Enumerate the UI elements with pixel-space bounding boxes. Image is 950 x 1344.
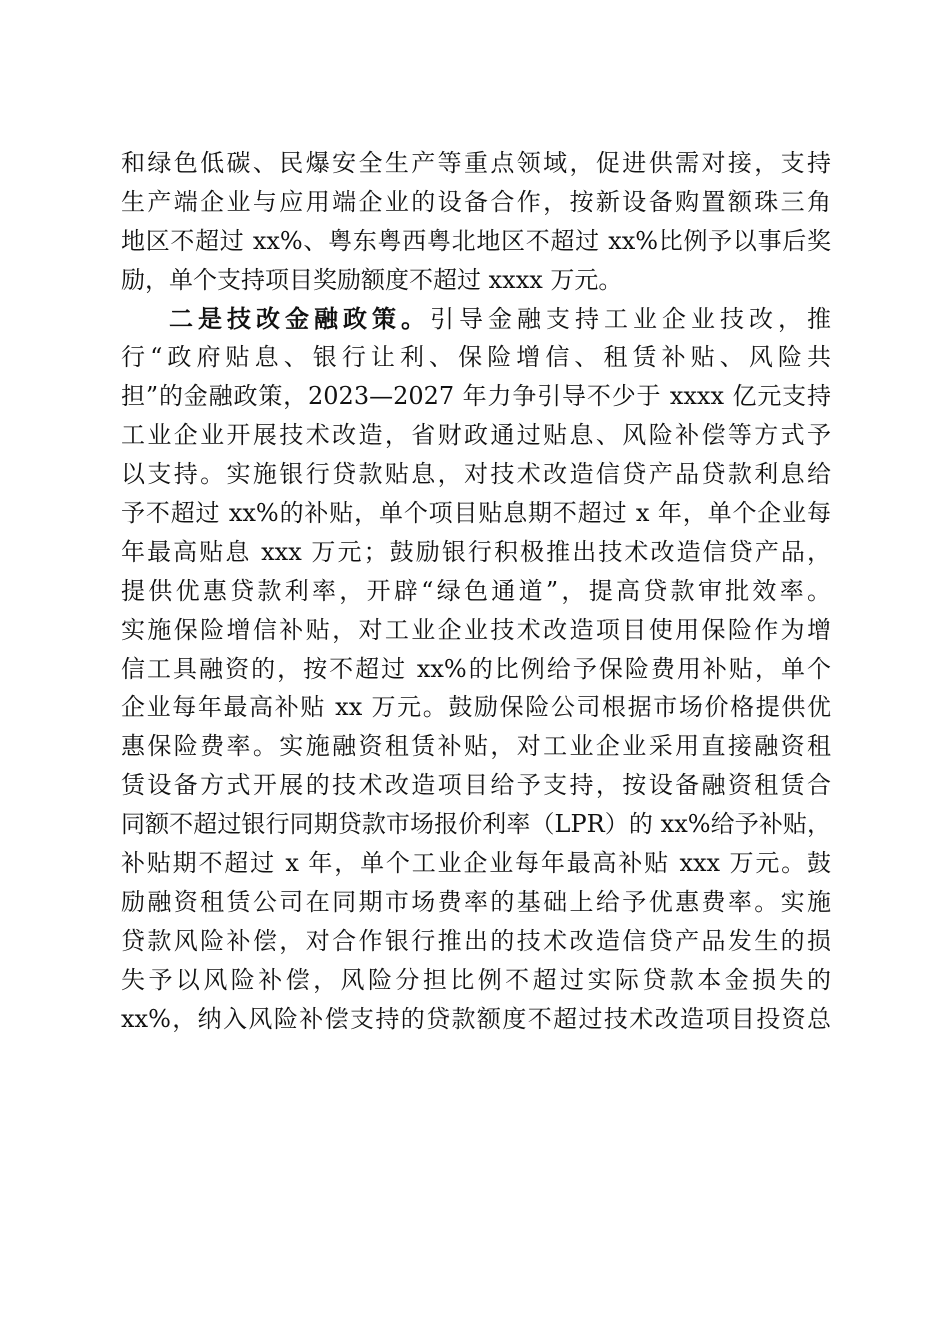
text-line: 励，单个支持项目奖励额度不超过 xxxx 万元。 [121,265,623,294]
text-line: 年最高贴息 xxx 万元；鼓励银行积极推出技术改造信贷产品， [121,537,831,566]
document-body [121,144,831,1038]
text-line: xx%，纳入风险补偿支持的贷款额度不超过技术改造项目投资总 [121,1004,831,1033]
text-line: 担”的金融政策，2023—2027 年力争引导不少于 xxxx 亿元支持 [121,382,831,411]
text-line: 提供优惠贷款利率，开辟“绿色通道”，提高贷款审批效率。 [121,576,831,605]
text-line: 和绿色低碳、民爆安全生产等重点领域，促进供需对接，支持 [121,149,831,177]
paragraph-finance-policy [121,300,831,1039]
text-line: 予不超过 xx%的补贴，单个项目贴息期不超过 x 年，单个企业每 [121,499,831,528]
text-line: 失予以风险补偿，风险分担比例不超过实际贷款本金损失的 [121,965,831,994]
text-line: 生产端企业与应用端企业的设备合作，按新设备购置额珠三角 [121,187,831,216]
text-line: 励融资租赁公司在同期市场费率的基础上给予优惠费率。实施 [121,887,831,916]
text-line: 以支持。实施银行贷款贴息，对技术改造信贷产品贷款利息给 [121,460,831,489]
text-run: 引导金融支持工业企业技改，推 [430,304,831,333]
section-heading: 二是技改金融政策。 [169,303,430,333]
text-line: 补贴期不超过 x 年，单个工业企业每年最高补贴 xxx 万元。鼓 [121,849,831,878]
text-line: 行“政府贴息、银行让利、保险增信、租赁补贴、风险共 [121,343,831,372]
text-line: 实施保险增信补贴，对工业企业技术改造项目使用保险作为增 [121,615,831,644]
text-line: 赁设备方式开展的技术改造项目给予支持，按设备融资租赁合 [121,771,831,800]
text-line: 贷款风险补偿，对合作银行推出的技术改造信贷产品发生的损 [121,926,831,955]
paragraph-equipment-reward [121,144,831,300]
text-line: 同额不超过银行同期贷款市场报价利率（LPR）的 xx%给予补贴， [121,810,831,839]
text-line: 企业每年最高补贴 xx 万元。鼓励保险公司根据市场价格提供优 [121,693,831,722]
text-line: 信工具融资的，按不超过 xx%的比例给予保险费用补贴，单个 [121,654,831,683]
text-line: 惠保险费率。实施融资租赁补贴，对工业企业采用直接融资租 [121,732,831,761]
text-line: 地区不超过 xx%、粤东粤西粤北地区不超过 xx%比例予以事后奖 [121,226,831,255]
text-line: 工业企业开展技术改造，省财政通过贴息、风险补偿等方式予 [121,421,831,450]
text-line-with-heading [121,300,831,339]
